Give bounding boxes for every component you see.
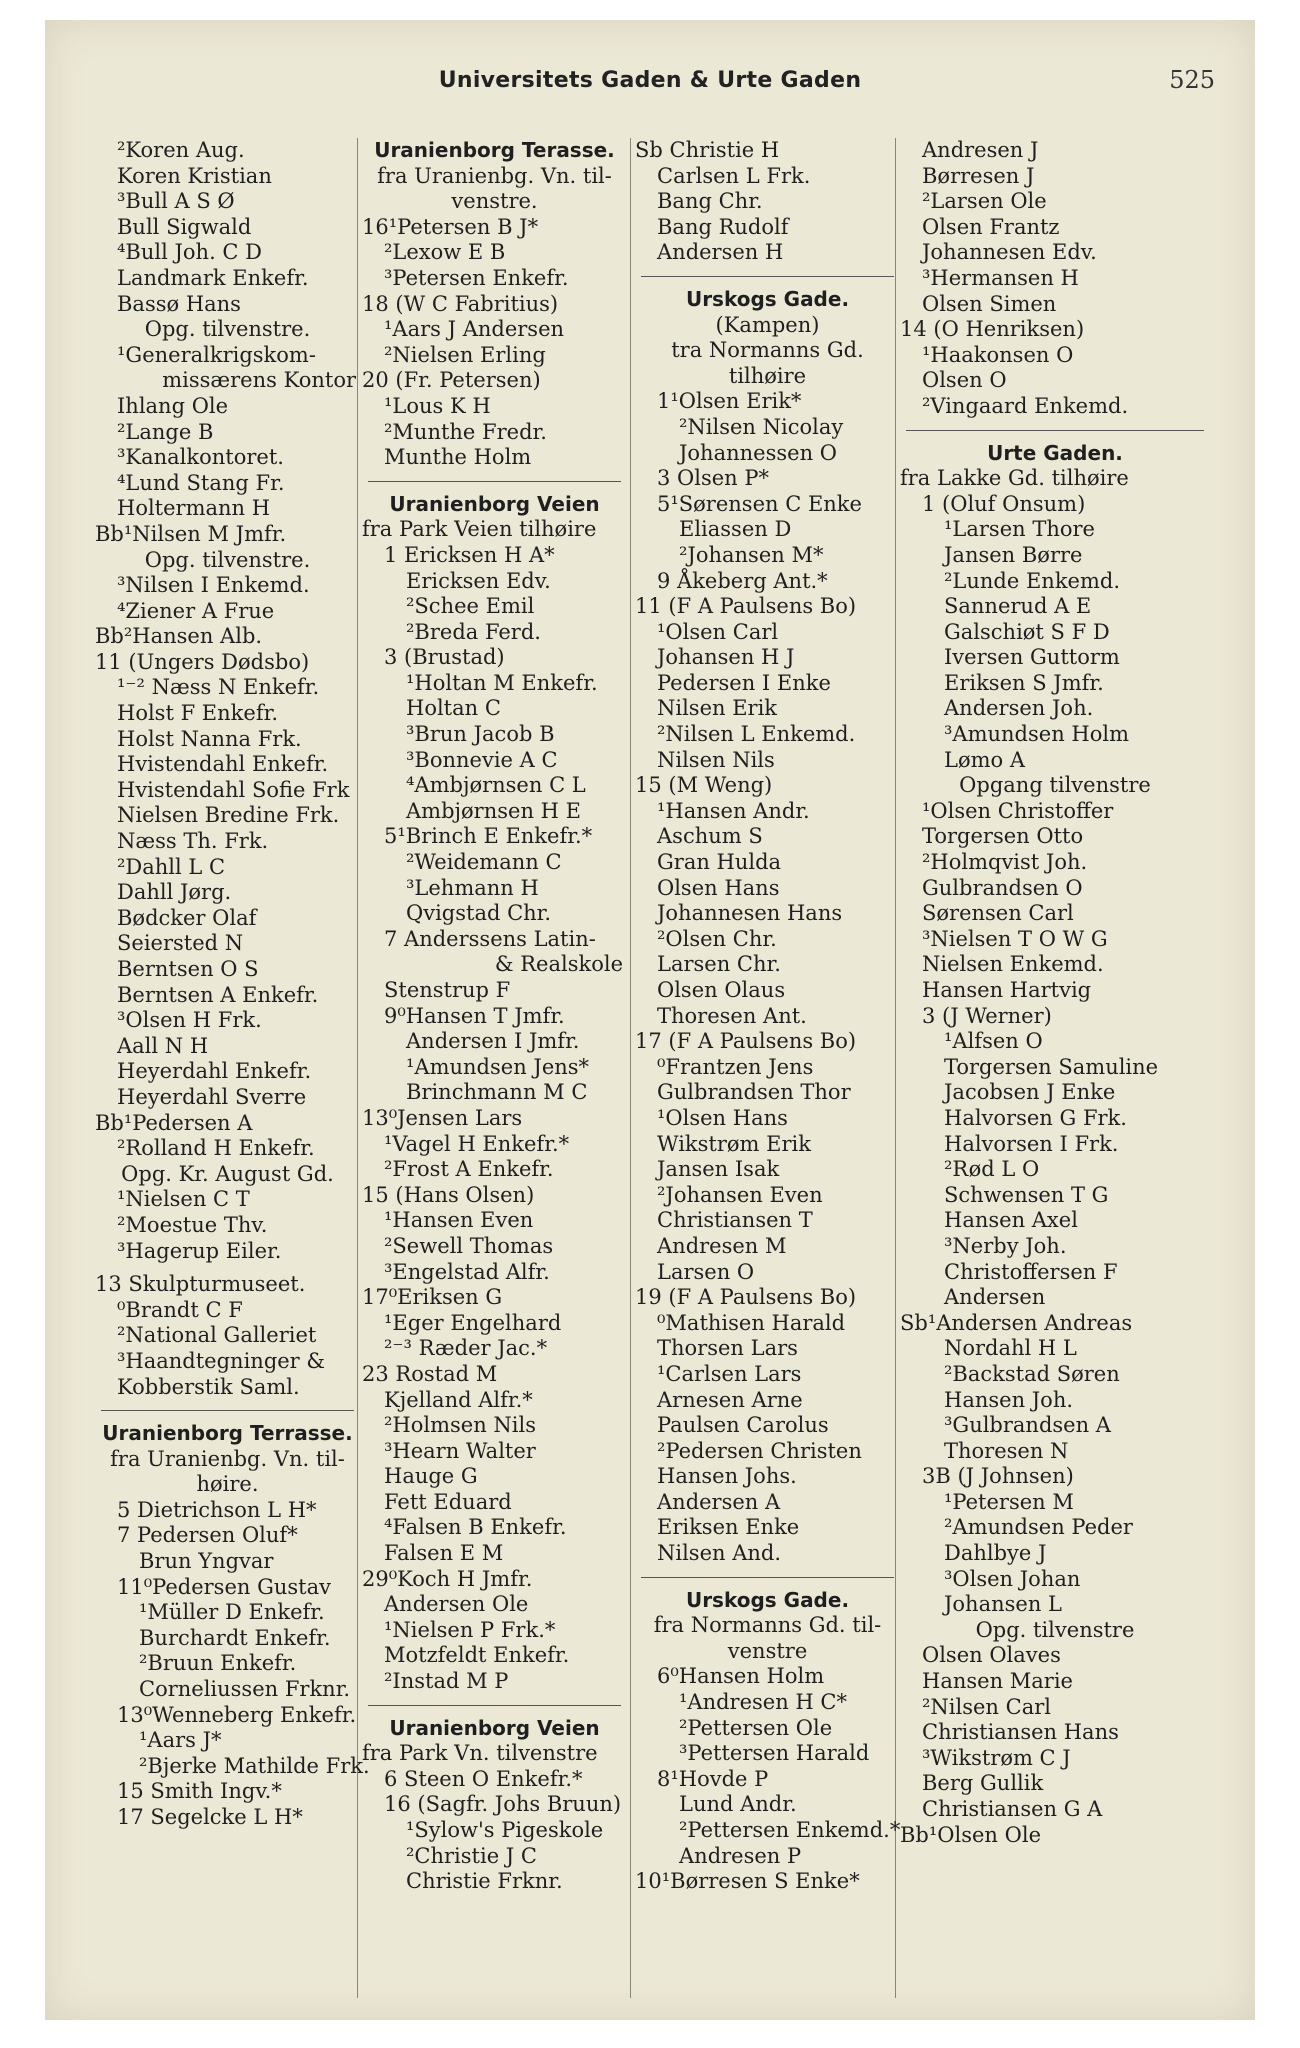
directory-entry: Olsen Olaus — [657, 978, 786, 1002]
directory-entry: Hansen Hartvig — [922, 978, 1092, 1002]
directory-entry: ³Pettersen Harald — [679, 1741, 870, 1766]
directory-entry: Sørensen Carl — [922, 901, 1074, 926]
directory-entry: ³Amundsen Holm — [944, 722, 1129, 747]
directory-entry: Olsen Olaves — [922, 1643, 1061, 1668]
column-3 — [635, 138, 900, 1895]
directory-entry: 5¹Brinch E Enkefr.* — [384, 824, 593, 849]
directory-entry: Stenstrup F — [384, 978, 511, 1002]
directory-entry: ²Nilsen Nicolay — [679, 414, 844, 439]
directory-entry: 3 Olsen P* — [657, 466, 770, 491]
directory-entry: Fett Eduard — [384, 1489, 512, 1514]
directory-entry: ⁰Frantzen Jens — [657, 1054, 814, 1079]
directory-entry: ³Brun Jacob B — [406, 722, 555, 747]
section-separator — [641, 1577, 894, 1578]
directory-entry: ³Nerby Joh. — [944, 1233, 1067, 1258]
directory-entry: Falsen E M — [384, 1541, 504, 1566]
directory-entry: ²Pettersen Ole — [679, 1715, 833, 1740]
directory-entry: ²Munthe Fredr. — [384, 419, 547, 444]
directory-entry: ²Lange B — [117, 419, 214, 444]
directory-entry: 1¹Olsen Erik* — [657, 389, 802, 414]
directory-entry: ⁴Falsen B Enkefr. — [384, 1515, 567, 1540]
directory-entry: Seiersted N — [117, 931, 244, 956]
directory-entry: Bull Sigwald — [117, 214, 252, 239]
directory-entry: ²Dahll L C — [117, 854, 226, 879]
directory-entry: ²Pettersen Enkemd.* — [679, 1818, 901, 1842]
directory-entry: Thoresen Ant. — [657, 1003, 807, 1028]
directory-entry: Paulsen Carolus — [657, 1413, 829, 1438]
directory-entry: Johannessen O — [679, 440, 837, 465]
directory-entry: Andersen Ole — [384, 1592, 529, 1617]
directory-entry: Ambjørnsen H E — [406, 798, 581, 823]
directory-entry: Johannesen Hans — [657, 901, 843, 926]
directory-entry: ²Nielsen Erling — [384, 342, 546, 367]
directory-entry: 17 Segelcke L H* — [117, 1805, 303, 1829]
directory-entry: Hvistendahl Sofie Frk — [117, 777, 350, 802]
directory-entry: Johansen L — [944, 1592, 1062, 1617]
directory-entry: Galschiøt S F D — [944, 619, 1110, 644]
directory-entry: 15 Smith Ingv.* — [117, 1779, 282, 1804]
directory-entry: ³Haandtegninger & — [117, 1348, 326, 1373]
directory-entry: ⁰Brandt C F — [117, 1297, 243, 1322]
directory-entry: 13⁰Jensen Lars — [362, 1105, 523, 1130]
directory-entry: ³Wikstrøm C J — [922, 1745, 1071, 1770]
directory-entry: Christiansen Hans — [922, 1720, 1119, 1745]
directory-entry: Gulbrandsen Thor — [657, 1080, 851, 1105]
directory-entry: ²Backstad Søren — [944, 1361, 1120, 1386]
directory-entry: ³Petersen Enkefr. — [384, 265, 569, 290]
directory-entry: Dahlbye J — [944, 1541, 1047, 1566]
directory-entry: 16¹Petersen B J* — [362, 214, 539, 239]
directory-entry: ⁰Mathisen Harald — [657, 1310, 846, 1335]
directory-entry: fra Park Vn. tilvenstre — [362, 1741, 598, 1766]
directory-entry: ¹Hansen Andr. — [657, 798, 810, 823]
directory-entry: 8¹Hovde P — [657, 1766, 769, 1791]
directory-entry: Sannerud A E — [944, 594, 1092, 619]
directory-entry: Hansen Axel — [944, 1208, 1078, 1233]
directory-entry: ¹Olsen Christoffer — [922, 798, 1114, 823]
directory-entry: ²Johansen Even — [657, 1182, 823, 1207]
directory-entry: Kobberstik Saml. — [117, 1374, 300, 1399]
directory-entry: ³Olsen H Frk. — [117, 1008, 262, 1033]
directory-entry: ²Lunde Enkemd. — [944, 568, 1120, 593]
directory-entry: ²Weidemann C — [406, 850, 562, 875]
directory-entry: Munthe Holm — [384, 445, 532, 470]
directory-entry: ²Larsen Ole — [922, 189, 1047, 214]
directory-entry: ⁴Bull Joh. C D — [117, 240, 263, 265]
directory-entry: ¹Lous K H — [384, 393, 491, 418]
directory-entry: ⁴Ambjørnsen C L — [406, 773, 586, 798]
directory-entry: ³Engelstad Alfr. — [384, 1259, 550, 1284]
directory-entry: 10¹Børresen S Enke* — [635, 1869, 860, 1894]
page-header — [45, 68, 1255, 108]
directory-entry: ²Sewell Thomas — [384, 1233, 554, 1258]
directory-entry: 11 (Ungers Dødsbo) — [95, 649, 310, 674]
directory-entry: Nilsen Nils — [657, 747, 775, 772]
directory-entry: Landmark Enkefr. — [117, 265, 309, 290]
directory-entry: ³Nielsen T O W G — [922, 926, 1108, 951]
directory-entry: Jansen Børre — [944, 542, 1083, 567]
directory-entry: Andresen J — [922, 138, 1039, 162]
section-separator — [101, 1410, 354, 1411]
directory-entry: Dahll Jørg. — [117, 880, 232, 905]
directory-entry: 23 Rostad M — [362, 1361, 498, 1386]
directory-entry: Holst F Enkefr. — [117, 701, 278, 726]
directory-entry: 3 (Brustad) — [384, 645, 505, 670]
directory-entry: Bassø Hans — [117, 291, 241, 316]
directory-entry: Schwensen T G — [944, 1182, 1109, 1207]
directory-entry: ²Lexow E B — [384, 240, 506, 265]
directory-entry: ¹Haakonsen O — [922, 342, 1074, 367]
section-separator — [368, 1705, 621, 1706]
directory-entry: Brun Yngvar — [139, 1549, 274, 1574]
directory-entry: Berntsen O S — [117, 957, 259, 981]
section-note: tilhøire — [728, 363, 807, 388]
directory-entry: Bb¹Nilsen M Jmfr. — [95, 521, 287, 546]
directory-entry: ³Bonnevie A C — [406, 747, 558, 772]
directory-entry: Bang Chr. — [657, 189, 763, 214]
directory-entry: Bb¹Olsen Ole — [900, 1822, 1041, 1847]
directory-entry: Lømo A — [944, 747, 1025, 772]
directory-entry: ²Bjerke Mathilde Frk. — [139, 1753, 370, 1778]
section-note: Opg. Kr. August Gd. — [121, 1161, 334, 1186]
directory-entry: ²Rød L O — [944, 1157, 1040, 1182]
directory-entry: ¹Vagel H Enkefr.* — [384, 1131, 570, 1156]
directory-entry: Nilsen And. — [657, 1541, 782, 1566]
directory-entry: Hauge G — [384, 1464, 478, 1489]
directory-entry: ³Olsen Johan — [944, 1566, 1081, 1591]
directory-entry: ²Nilsen L Enkemd. — [657, 722, 856, 747]
directory-entry: Johannesen Edv. — [922, 240, 1097, 265]
directory-entry: Nilsen Erik — [657, 696, 778, 721]
directory-entry: ²Vingaard Enkemd. — [922, 393, 1129, 418]
directory-entry: Iversen Guttorm — [944, 645, 1120, 670]
directory-entry: Berg Gullik — [922, 1771, 1044, 1796]
directory-entry: ³Gulbrandsen A — [944, 1413, 1111, 1438]
directory-entry: Kjelland Alfr.* — [384, 1387, 533, 1412]
directory-entry: 5¹Sørensen C Enke — [657, 491, 862, 516]
directory-entry: Heyerdahl Sverre — [117, 1084, 307, 1109]
directory-entry: ¹Aars J* — [139, 1728, 222, 1753]
directory-entry: Næss Th. Frk. — [117, 829, 269, 854]
directory-entry: ²Pedersen Christen — [657, 1438, 862, 1463]
directory-entry: Andersen I Jmfr. — [406, 1029, 580, 1054]
directory-entry: ²Olsen Chr. — [657, 926, 777, 951]
page-number: 525 — [1169, 66, 1215, 94]
street-heading: Uranienborg Veien — [389, 491, 600, 516]
directory-entry: 18 (W C Fabritius) — [362, 291, 559, 316]
directory-entry: Olsen O — [922, 368, 1007, 393]
street-heading: Uranienborg Veien — [389, 1715, 600, 1740]
directory-entry: 17⁰Eriksen G — [362, 1285, 503, 1310]
directory-entry: Qvigstad Chr. — [406, 901, 552, 926]
page-title: Universitets Gaden & Urte Gaden — [438, 68, 862, 93]
directory-entry: ¹Andresen H C* — [679, 1690, 847, 1715]
directory-entry: Bb²Hansen Alb. — [95, 624, 263, 649]
directory-entry: ⁴Lund Stang Fr. — [117, 470, 285, 495]
directory-entry: ²Schee Emil — [406, 594, 535, 619]
directory-entry: Torgersen Otto — [922, 824, 1084, 849]
directory-entry: Johansen H J — [657, 645, 795, 670]
directory-entry: ²Bruun Enkefr. — [139, 1651, 297, 1676]
directory-entry: Hvistendahl Enkefr. — [117, 752, 329, 777]
directory-entry: ²National Galleriet — [117, 1323, 317, 1348]
directory-entry: ²Instad M P — [384, 1669, 509, 1694]
directory-entry: Corneliussen Frknr. — [139, 1677, 351, 1702]
street-heading: Uranienborg Terrasse. — [102, 1421, 353, 1446]
section-separator — [906, 430, 1204, 431]
directory-entry: 16 (Sagfr. Johs Bruun) — [384, 1792, 622, 1817]
directory-entry: Halvorsen I Frk. — [944, 1131, 1119, 1156]
directory-entry: Jansen Isak — [657, 1157, 780, 1182]
directory-entry: Pedersen I Enke — [657, 670, 831, 695]
directory-entry: Torgersen Samuline — [944, 1054, 1159, 1079]
directory-entry: Hansen Marie — [922, 1669, 1073, 1694]
column-1 — [95, 138, 370, 1831]
section-note: Opg. tilvenstre — [975, 1617, 1135, 1642]
directory-entry: ³Bull A S Ø — [117, 189, 235, 214]
directory-entry: & Realskole — [494, 952, 623, 977]
directory-entry: ²Breda Ferd. — [406, 619, 541, 644]
directory-entry: ⁴Ziener A Frue — [117, 598, 275, 623]
directory-entry: ²Rolland H Enkefr. — [117, 1136, 315, 1161]
directory-entry: ¹Hansen Even — [384, 1208, 534, 1233]
section-note: (Kampen) — [715, 312, 820, 337]
directory-entry: 17 (F A Paulsens Bo) — [635, 1029, 857, 1054]
directory-entry: ²⁻³ Ræder Jac.* — [384, 1336, 548, 1361]
section-note: Opg. tilvenstre. — [144, 547, 311, 572]
directory-entry: ²Koren Aug. — [117, 138, 245, 162]
directory-entry: ¹Eger Engelhard — [384, 1310, 562, 1335]
directory-entry: Andersen Joh. — [944, 696, 1094, 721]
directory-entry: 11⁰Pedersen Gustav — [117, 1574, 331, 1599]
directory-entry: Andersen — [944, 1285, 1046, 1310]
directory-entry: 9 Åkeberg Ant.* — [657, 568, 828, 593]
directory-entry: Ihlang Ole — [117, 393, 229, 418]
street-heading: Urte Gaden. — [987, 440, 1123, 465]
directory-entry: ³Hermansen H — [922, 265, 1079, 290]
street-heading: Uranienborg Terasse. — [374, 138, 615, 162]
directory-entry: ¹Larsen Thore — [944, 517, 1095, 542]
directory-entry: Lund Andr. — [679, 1792, 797, 1817]
directory-entry: ¹Aars J Andersen — [384, 317, 565, 342]
directory-entry: 3 (J Werner) — [922, 1003, 1052, 1028]
directory-entry: ¹Amundsen Jens* — [406, 1054, 590, 1079]
directory-entry: Brinchmann M C — [406, 1080, 588, 1105]
directory-entry: ³Hearn Walter — [384, 1438, 536, 1463]
directory-entry: Larsen Chr. — [657, 952, 781, 977]
directory-entry: Ericksen Edv. — [406, 568, 551, 593]
directory-entry: Nielsen Bredine Frk. — [117, 803, 340, 828]
directory-entry: ²Holmsen Nils — [384, 1413, 536, 1438]
directory-entry: Bødcker Olaf — [117, 905, 257, 930]
directory-entry: Olsen Simen — [922, 291, 1057, 316]
column-2 — [362, 138, 627, 1895]
directory-entry: Sb¹Andersen Andreas — [900, 1310, 1133, 1335]
directory-entry: 1 Ericksen H A* — [384, 542, 555, 567]
directory-entry: ¹Olsen Hans — [657, 1105, 788, 1130]
directory-entry: Aall N H — [117, 1033, 209, 1058]
directory-entry: Wikstrøm Erik — [657, 1131, 811, 1156]
directory-entry: Andersen H — [657, 240, 784, 265]
directory-entry: Hansen Johs. — [657, 1464, 797, 1489]
directory-entry: Holtermann H — [117, 496, 271, 521]
street-heading: Urskogs Gade. — [685, 1587, 850, 1612]
section-note: venstre — [727, 1638, 808, 1663]
directory-entry: Christiansen T — [657, 1208, 813, 1233]
directory-entry: Motzfeldt Enkefr. — [384, 1643, 570, 1668]
directory-entry: Nordahl H L — [944, 1336, 1077, 1361]
directory-entry: Nielsen Enkemd. — [922, 952, 1104, 977]
directory-entry: Aschum S — [657, 824, 763, 849]
section-note: venstre. — [451, 189, 538, 214]
directory-entry: ¹Nielsen P Frk.* — [384, 1617, 556, 1642]
directory-entry: Andresen P — [679, 1843, 802, 1868]
directory-entry: 15 (Hans Olsen) — [362, 1182, 535, 1207]
directory-entry: 5 Dietrichson L H* — [117, 1497, 317, 1522]
directory-entry: Burchardt Enkefr. — [139, 1625, 331, 1650]
section-note: tra Normanns Gd. — [671, 338, 864, 363]
directory-entry: Jacobsen J Enke — [944, 1080, 1116, 1105]
directory-entry: Christoffersen F — [944, 1259, 1118, 1284]
section-separator — [368, 481, 621, 482]
directory-entry: missærens Kontor — [162, 368, 356, 393]
directory-entry: ³Lehmann H — [406, 875, 539, 900]
directory-entry: ¹Olsen Carl — [657, 619, 779, 644]
directory-entry: Koren Kristian — [117, 163, 272, 188]
directory-entry: ¹Carlsen Lars — [657, 1361, 802, 1386]
directory-entry: Halvorsen G Frk. — [944, 1105, 1127, 1130]
directory-entry: Olsen Hans — [657, 875, 780, 900]
section-separator — [641, 276, 894, 277]
directory-entry: Heyerdahl Enkefr. — [117, 1059, 312, 1084]
directory-entry: Hansen Joh. — [944, 1387, 1074, 1412]
directory-entry: 14 (O Henriksen) — [900, 317, 1085, 342]
directory-entry: Holtan C — [406, 696, 501, 721]
spacer — [95, 1264, 360, 1272]
directory-entry: 11 (F A Paulsens Bo) — [635, 594, 857, 619]
directory-entry: ³Nilsen I Enkemd. — [117, 573, 310, 598]
directory-entry: Bang Rudolf — [657, 214, 789, 239]
directory-entry: ²Holmqvist Joh. — [922, 850, 1088, 875]
directory-entry: 9⁰Hansen T Jmfr. — [384, 1003, 565, 1028]
directory-entry: ²Johansen M* — [679, 542, 824, 567]
street-heading: Urskogs Gade. — [685, 286, 850, 311]
directory-entry: ¹Generalkrigskom- — [117, 342, 316, 367]
directory-entry: Arnesen Arne — [657, 1387, 803, 1412]
directory-page — [45, 20, 1255, 2020]
directory-entry: Andersen A — [657, 1489, 781, 1514]
directory-entry: ²Nilsen Carl — [922, 1694, 1051, 1719]
directory-entry: ³Hagerup Eiler. — [117, 1238, 282, 1263]
directory-entry: 20 (Fr. Petersen) — [362, 368, 541, 393]
directory-entry: 3B (J Johnsen) — [922, 1464, 1074, 1489]
directory-entry: Andresen M — [657, 1233, 787, 1258]
directory-entry: 15 (M Weng) — [635, 773, 773, 798]
directory-entry: ¹Müller D Enkefr. — [139, 1600, 325, 1625]
directory-entry: 7 Anderssens Latin- — [384, 926, 596, 951]
directory-entry: Thoresen N — [944, 1438, 1069, 1463]
directory-entry: fra Lakke Gd. tilhøire — [900, 466, 1129, 491]
directory-entry: ²Amundsen Peder — [944, 1515, 1133, 1540]
section-note: fra Uranienbg. Vn. til- — [110, 1446, 345, 1471]
directory-entry: fra Park Veien tilhøire — [362, 517, 597, 542]
directory-entry: Christie Frknr. — [406, 1869, 563, 1894]
column-4 — [900, 138, 1210, 1848]
directory-entry: 13⁰Wenneberg Enkefr. — [117, 1702, 357, 1727]
directory-entry: 1 (Oluf Onsum) — [922, 491, 1086, 516]
directory-entry: 6⁰Hansen Holm — [657, 1664, 825, 1689]
directory-entry: ²Moestue Thv. — [117, 1212, 268, 1237]
directory-entry: Gulbrandsen O — [922, 875, 1083, 900]
directory-entry: ¹Sylow's Pigeskole — [406, 1818, 604, 1842]
directory-entry: 19 (F A Paulsens Bo) — [635, 1285, 857, 1310]
directory-entry: ¹Nielsen C T — [117, 1187, 250, 1212]
directory-entry: Carlsen L Frk. — [657, 163, 811, 188]
section-note: Opg. tilvenstre. — [144, 317, 311, 342]
directory-entry: Sb Christie H — [635, 138, 780, 162]
directory-entry: ²Frost A Enkefr. — [384, 1157, 554, 1182]
directory-entry: Gran Hulda — [657, 850, 782, 875]
directory-entry: ³Kanalkontoret. — [117, 445, 284, 470]
directory-entry: Christiansen G A — [922, 1797, 1103, 1821]
directory-entry: ¹Holtan M Enkefr. — [406, 670, 598, 695]
section-note: høire. — [196, 1472, 259, 1497]
section-note: fra Uranienbg. Vn. til- — [377, 163, 612, 188]
directory-entry: Holst Nanna Frk. — [117, 726, 302, 751]
directory-entry: 7 Pedersen Oluf* — [117, 1523, 298, 1548]
directory-entry: Thorsen Lars — [657, 1336, 798, 1361]
directory-entry: Berntsen A Enkefr. — [117, 982, 319, 1007]
directory-entry: Olsen Frantz — [922, 214, 1060, 239]
directory-entry: 29⁰Koch H Jmfr. — [362, 1566, 533, 1591]
column-divider — [630, 138, 631, 1998]
directory-entry: ¹Petersen M — [944, 1489, 1074, 1514]
directory-entry: ²Christie J C — [406, 1843, 537, 1868]
section-note: fra Normanns Gd. til- — [653, 1613, 882, 1638]
directory-entry: Eriksen Enke — [657, 1515, 800, 1540]
directory-entry: ¹⁻² Næss N Enkefr. — [117, 675, 320, 700]
directory-entry: Eliassen D — [679, 517, 792, 542]
directory-entry: Børresen J — [922, 163, 1035, 188]
directory-entry: Eriksen S Jmfr. — [944, 670, 1104, 695]
directory-entry: Larsen O — [657, 1259, 755, 1284]
directory-entry: 6 Steen O Enkefr.* — [384, 1766, 583, 1791]
directory-entry: ¹Alfsen O — [944, 1029, 1043, 1054]
directory-entry: 13 Skulpturmuseet. — [95, 1272, 306, 1297]
directory-entry: Bb¹Pedersen A — [95, 1110, 253, 1135]
section-note: Opgang tilvenstre — [959, 773, 1151, 798]
